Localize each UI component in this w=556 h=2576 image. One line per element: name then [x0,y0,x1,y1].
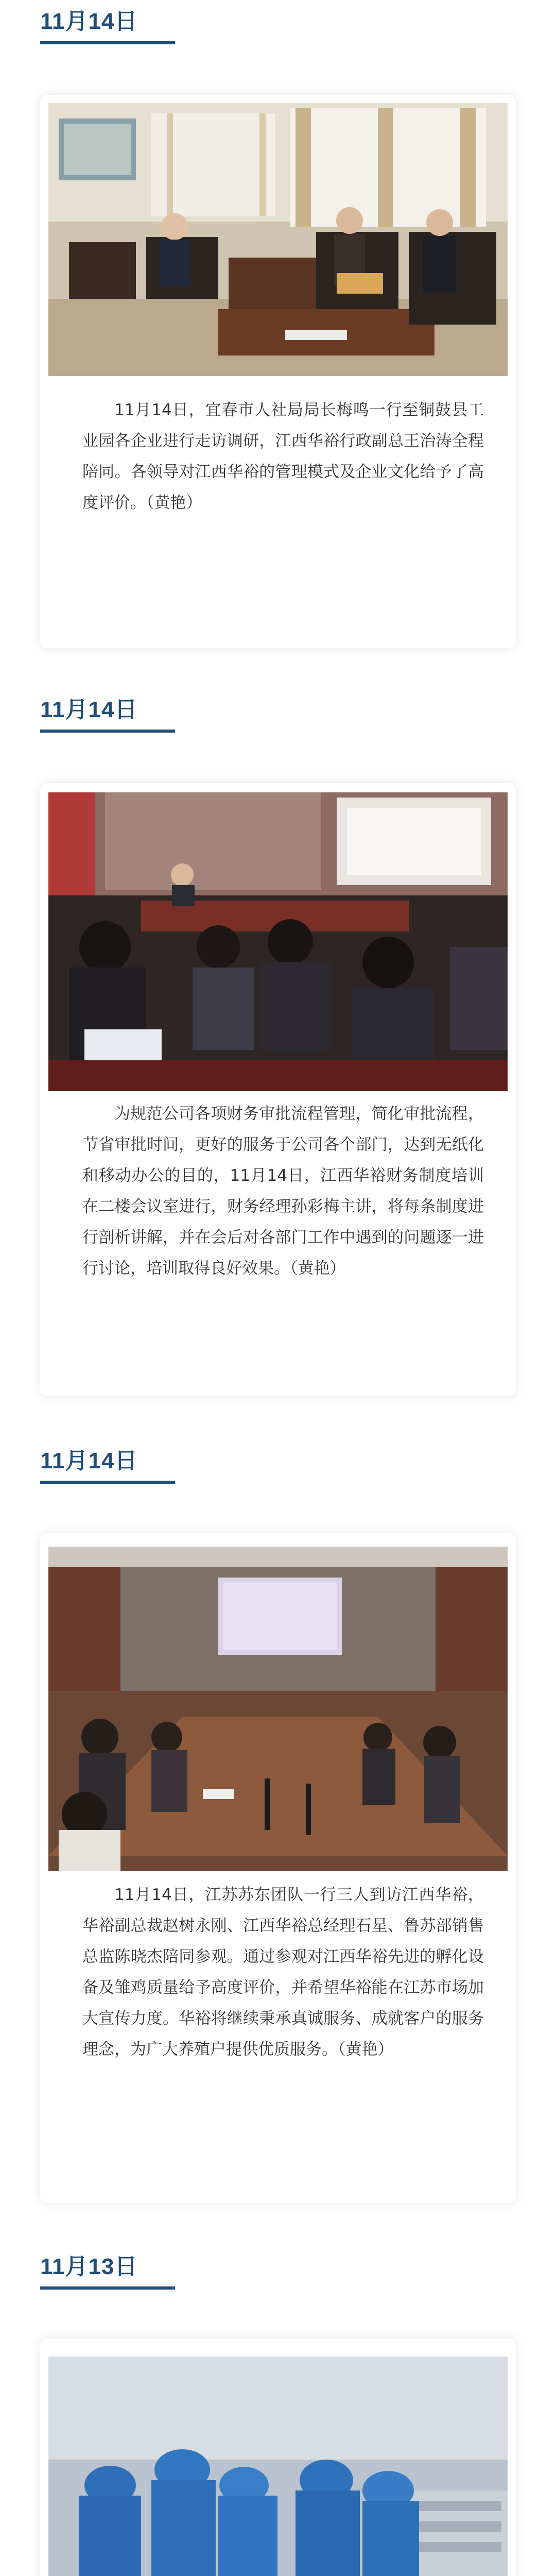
date-underline [40,41,175,44]
section-2-date-header [40,696,175,733]
date-underline [40,2286,175,2290]
section-4-date-header [40,2252,175,2290]
section-1-date-header [40,7,175,44]
training-session-photo [48,792,508,1091]
section-date: 11月14日 [40,697,138,722]
meeting-room-photo [48,103,508,376]
news-text: 为规范公司各项财务审批流程管理，简化审批流程，节省审批时间，更好的服务于公司各个部门，达到无纸化和移动办公的目的，11月14日，江西华裕财务制度培训在二楼会议室进行，财务经理孙彩梅主讲，将每条制度进行剖析讲解，并在会后对各部门工作中遇到的问题逐一进行讨论，培训取得良好效果。（黄艳） [82,1105,484,1278]
news-card-2 [40,783,516,1396]
conference-room-photo [48,1547,508,1871]
section-date: 11月13日 [40,2254,138,2279]
news-text: 11月14日，宜春市人社局局长梅鸣一行至铜鼓县工业园各企业进行走访调研，江西华裕行政副总王治涛全程陪同。各领导对江西华裕的管理模式及企业文化给予了高度评价。（黄艳） [82,401,484,512]
section-date: 11月14日 [40,9,138,34]
news-card-1 [40,95,516,648]
section-date: 11月14日 [40,1448,138,1473]
section-3-date-header [40,1447,175,1484]
news-card-4 [40,2339,516,2576]
news-text: 11月14日，江苏苏东团队一行三人到访江西华裕，华裕副总裁赵树永刚、江西华裕总经理石星、鲁苏部销售总监陈晓杰陪同参观。通过参观对江西华裕先进的孵化设备及雏鸡质量给予高度评价，并希望华裕能在江苏市场加大宣传力度。华裕将继续秉承真诚服务、成就客户的服务理念，为广大养殖户提供优质服务。（黄艳） [82,1886,484,2059]
date-underline [40,1481,175,1484]
news-card-3 [40,1533,516,2203]
date-underline [40,730,175,733]
hatchery-visit-photo [48,2357,508,2576]
